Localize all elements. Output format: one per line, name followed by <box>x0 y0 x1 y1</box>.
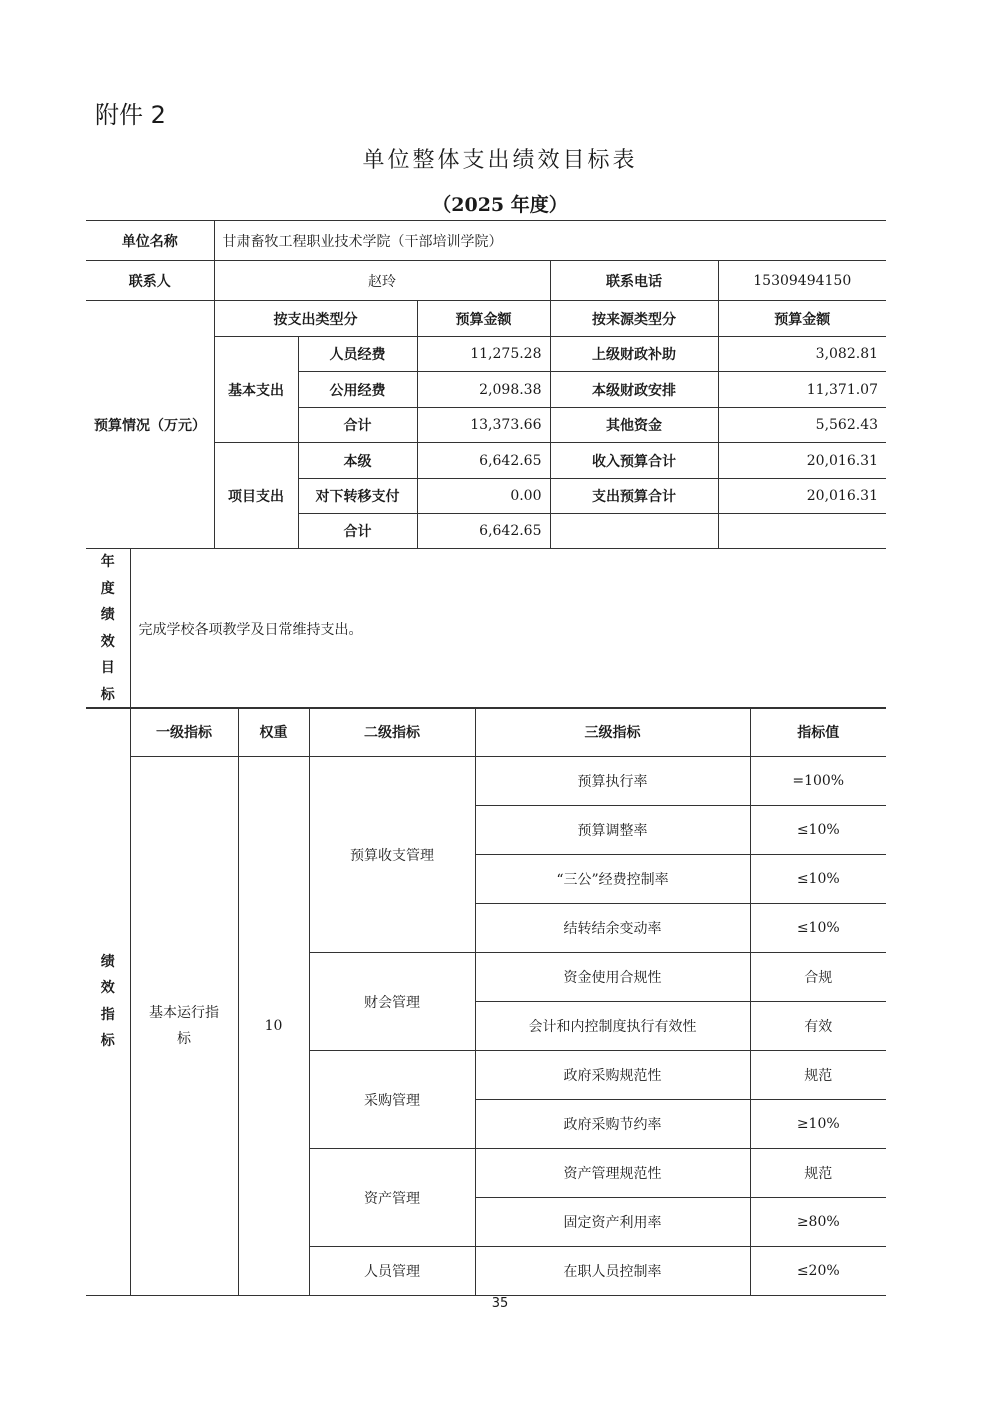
indicator-value: ≤20% <box>750 1247 886 1296</box>
page-number: 35 <box>491 1296 509 1311</box>
indicator-header-row <box>86 708 886 757</box>
level2-indicator: 财会管理 <box>309 953 475 1051</box>
indicator-row <box>86 757 886 806</box>
indicator-value: ≤10% <box>750 904 886 953</box>
level3-indicator: 结转结余变动率 <box>475 904 750 953</box>
level3-indicator: 预算调整率 <box>475 806 750 855</box>
source-amount: 5,562.43 <box>718 408 886 443</box>
budget-item: 合计 <box>298 514 417 549</box>
indicator-value: =100% <box>750 757 886 806</box>
indicator-value: 规范 <box>750 1051 886 1100</box>
goal-label-char: 年 <box>100 554 115 570</box>
indicator-label-char: 指 <box>100 1006 115 1023</box>
goal-label-char: 标 <box>100 686 115 703</box>
budget-amount: 2,098.38 <box>417 372 550 408</box>
level3-indicator: 政府采购规范性 <box>475 1051 750 1100</box>
goal-label-char: 效 <box>100 633 115 650</box>
source-amount: 11,371.07 <box>718 372 886 408</box>
contact-row <box>86 261 886 301</box>
indicator-value: ≥80% <box>750 1198 886 1247</box>
year-subtitle: （2025 年度） <box>432 194 568 216</box>
level2-indicator: 人员管理 <box>309 1247 475 1296</box>
attachment-label: 附件 2 <box>95 101 166 129</box>
budget-amount: 6,642.65 <box>417 514 550 549</box>
budget-item: 人员经费 <box>298 337 417 372</box>
level3-indicator: 资金使用合规性 <box>475 953 750 1002</box>
phone-label: 联系电话 <box>550 261 718 301</box>
indicator-table <box>86 707 886 1296</box>
budget-section-label: 预算情况（万元） <box>86 301 214 549</box>
source-item: 支出预算合计 <box>550 479 718 514</box>
unit-name-row <box>86 221 886 261</box>
level2-indicator: 预算收支管理 <box>309 757 475 953</box>
budget-item: 对下转移支付 <box>298 479 417 514</box>
indicator-label-char: 效 <box>100 980 115 996</box>
goal-label-char: 度 <box>100 580 115 597</box>
budget-table <box>86 220 886 549</box>
indicator-label-char: 绩 <box>100 953 115 970</box>
budget-amount: 6,642.65 <box>417 443 550 479</box>
source-amount: 20,016.31 <box>718 443 886 479</box>
level3-indicator: 在职人员控制率 <box>475 1247 750 1296</box>
basic-expense-label: 基本支出 <box>214 337 298 443</box>
goal-label-char: 目 <box>100 660 115 676</box>
goal-table <box>86 548 886 709</box>
indicator-value: 合规 <box>750 953 886 1002</box>
col-weight: 权重 <box>238 708 309 757</box>
indicator-value: ≥10% <box>750 1100 886 1149</box>
level3-indicator: 政府采购节约率 <box>475 1100 750 1149</box>
indicator-label-char: 标 <box>100 1033 115 1049</box>
budget-item: 公用经费 <box>298 372 417 408</box>
col-expense-type: 按支出类型分 <box>214 301 417 337</box>
unit-name-value: 甘肃畜牧工程职业技术学院（干部培训学院） <box>214 221 886 261</box>
phone-value: 15309494150 <box>718 261 886 301</box>
budget-item: 合计 <box>298 408 417 443</box>
budget-header-row <box>86 301 886 337</box>
source-item: 本级财政安排 <box>550 372 718 408</box>
col-level2: 二级指标 <box>309 708 475 757</box>
col-amount-1: 预算金额 <box>417 301 550 337</box>
source-item <box>550 514 718 549</box>
level3-indicator: 会计和内控制度执行有效性 <box>475 1002 750 1051</box>
indicator-value: 有效 <box>750 1002 886 1051</box>
col-level3: 三级指标 <box>475 708 750 757</box>
source-amount: 20,016.31 <box>718 479 886 514</box>
goal-label-char: 绩 <box>100 607 115 623</box>
budget-amount: 13,373.66 <box>417 408 550 443</box>
contact-value: 赵玲 <box>214 261 550 301</box>
budget-amount: 11,275.28 <box>417 337 550 372</box>
unit-name-label: 单位名称 <box>86 221 214 261</box>
source-amount: 3,082.81 <box>718 337 886 372</box>
level1-indicator: 基本运行指标 <box>130 757 238 1296</box>
col-source-type: 按来源类型分 <box>550 301 718 337</box>
indicator-value: ≤10% <box>750 806 886 855</box>
page-title: 单位整体支出绩效目标表 <box>362 148 638 173</box>
source-item: 上级财政补助 <box>550 337 718 372</box>
source-item: 收入预算合计 <box>550 443 718 479</box>
goal-row <box>86 549 886 709</box>
weight-value: 10 <box>238 757 309 1296</box>
goal-text: 完成学校各项教学及日常维持支出。 <box>130 549 886 709</box>
col-level1: 一级指标 <box>130 708 238 757</box>
level3-indicator: “三公”经费控制率 <box>475 855 750 904</box>
source-amount <box>718 514 886 549</box>
indicator-label <box>86 708 130 1296</box>
level3-indicator: 固定资产利用率 <box>475 1198 750 1247</box>
source-item: 其他资金 <box>550 408 718 443</box>
level3-indicator: 资产管理规范性 <box>475 1149 750 1198</box>
level2-indicator: 资产管理 <box>309 1149 475 1247</box>
col-amount-2: 预算金额 <box>718 301 886 337</box>
budget-amount: 0.00 <box>417 479 550 514</box>
level3-indicator: 预算执行率 <box>475 757 750 806</box>
col-value: 指标值 <box>750 708 886 757</box>
contact-label: 联系人 <box>86 261 214 301</box>
indicator-value: 规范 <box>750 1149 886 1198</box>
level2-indicator: 采购管理 <box>309 1051 475 1149</box>
indicator-value: ≤10% <box>750 855 886 904</box>
project-expense-label: 项目支出 <box>214 443 298 549</box>
budget-item: 本级 <box>298 443 417 479</box>
goal-label <box>86 549 130 709</box>
